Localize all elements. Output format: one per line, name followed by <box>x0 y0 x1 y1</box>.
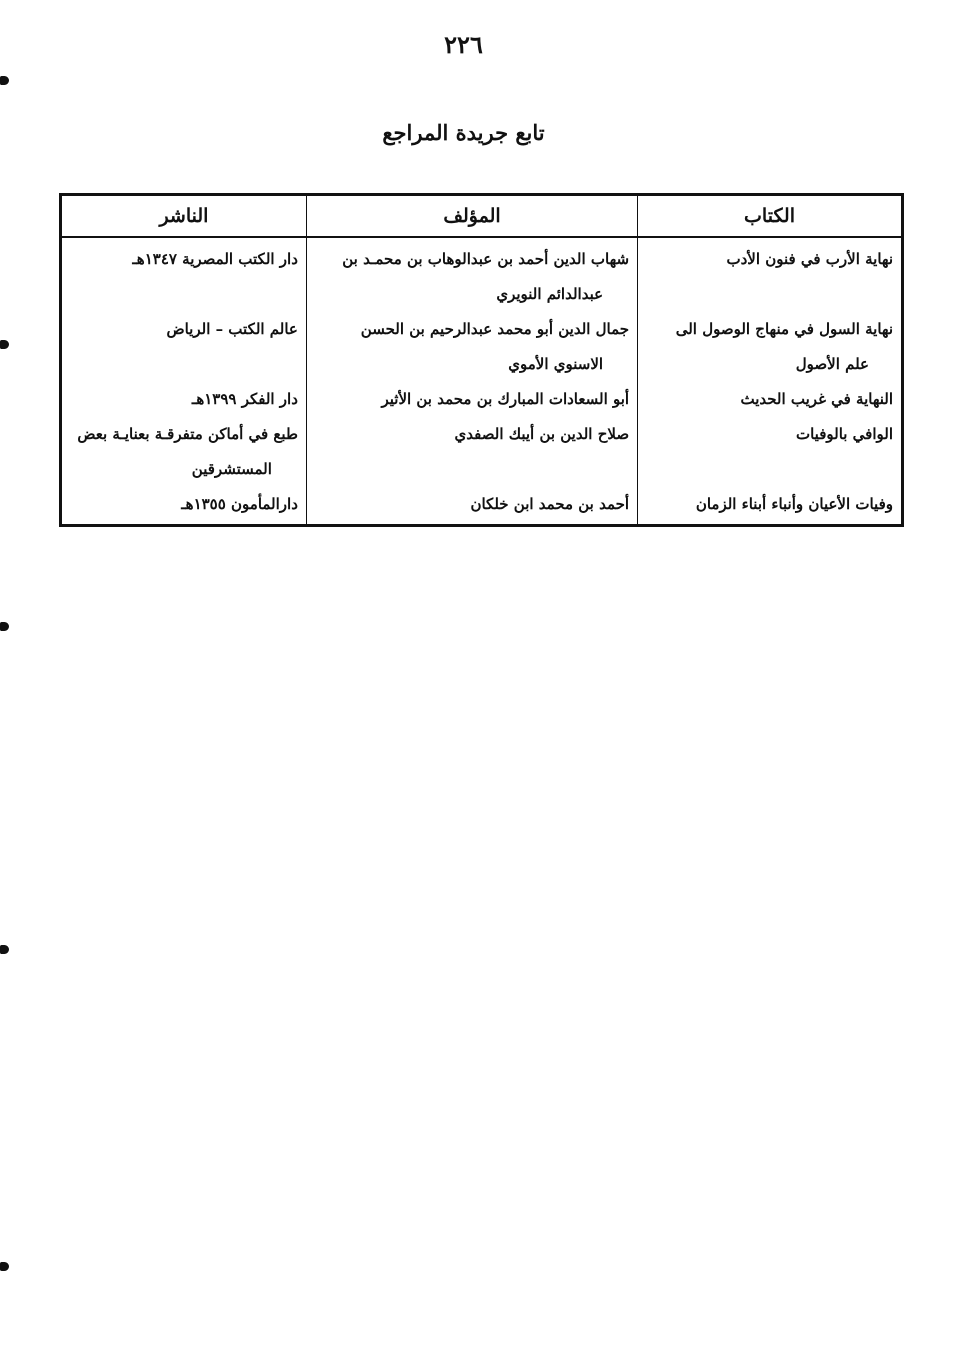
cell-publisher <box>61 312 307 347</box>
table-row-continuation <box>61 347 903 382</box>
cell-book <box>638 312 903 347</box>
cell-book <box>638 347 903 382</box>
cell-publisher <box>61 277 307 312</box>
cell-book <box>638 452 903 487</box>
cell-author <box>306 312 637 347</box>
table-row <box>61 312 903 347</box>
table-row <box>61 487 903 526</box>
table-row-continuation <box>61 452 903 487</box>
author-name: صلاح الدين بن أيبك الصفدي <box>454 425 630 443</box>
table-row <box>61 237 903 277</box>
author-name: جمال الدين أبو محمد عبدالرحيم بن الحسن <box>360 320 630 338</box>
header-book: الكتاب <box>638 195 903 238</box>
cell-author <box>306 487 637 526</box>
author-name: أحمد بن محمد ابن خلكان <box>470 495 630 513</box>
cell-author <box>306 347 637 382</box>
table-row <box>61 382 903 417</box>
page-number: ٢٢٦ <box>444 30 483 59</box>
cell-publisher <box>61 347 307 382</box>
page-title: تابع جريدة المراجع <box>382 120 545 145</box>
cell-book <box>638 487 903 526</box>
binding-hole-mark <box>0 1262 9 1271</box>
binding-hole-mark <box>0 945 9 954</box>
publisher-name: دار الفكر ١٣٩٩هـ <box>191 390 298 408</box>
publisher-name: دار الكتب المصرية ١٣٤٧هـ <box>132 250 298 268</box>
cell-author <box>306 237 637 277</box>
header-author: المؤلف <box>306 195 637 238</box>
header-publisher: الناشر <box>61 195 307 238</box>
cell-publisher <box>61 237 307 277</box>
author-name-continuation: عبدالدائم النويري <box>496 285 604 303</box>
table-row-continuation <box>61 277 903 312</box>
book-title: نهاية الأرب في فنون الأدب <box>726 250 893 268</box>
binding-hole-mark <box>0 340 9 349</box>
publisher-name: دارالمأمون ١٣٥٥هـ <box>181 495 298 513</box>
cell-publisher <box>61 452 307 487</box>
author-name-continuation: الاسنوي الأموي <box>508 355 604 373</box>
references-table <box>59 193 904 527</box>
cell-book <box>638 237 903 277</box>
book-title: نهاية السول في منهاج الوصول الى <box>675 320 893 338</box>
table-header-row <box>61 195 903 238</box>
cell-book <box>638 277 903 312</box>
publisher-name: طبع في أماكن متفرقـة بعنايـة بعض <box>77 425 298 443</box>
publisher-name: عالم الكتب – الرياض <box>166 320 298 338</box>
cell-author <box>306 277 637 312</box>
book-title: وفيات الأعيان وأنباء أبناء الزمان <box>695 495 893 513</box>
cell-book <box>638 382 903 417</box>
cell-publisher <box>61 487 307 526</box>
book-title: النهاية في غريب الحديث <box>740 390 893 408</box>
author-name: شهاب الدين أحمد بن عبدالوهاب بن محمـد بن <box>342 250 630 268</box>
binding-hole-mark <box>0 622 9 631</box>
cell-publisher <box>61 417 307 452</box>
cell-publisher <box>61 382 307 417</box>
publisher-name-continuation: المستشرقين <box>191 460 272 478</box>
book-title: الوافي بالوفيات <box>795 425 893 443</box>
cell-author <box>306 452 637 487</box>
table-row <box>61 417 903 452</box>
author-name: أبو السعادات المبارك بن محمد بن الأثير <box>381 390 630 408</box>
cell-author <box>306 382 637 417</box>
book-title-continuation: علم الأصول <box>795 355 869 373</box>
binding-hole-mark <box>0 76 9 85</box>
cell-book <box>638 417 903 452</box>
cell-author <box>306 417 637 452</box>
